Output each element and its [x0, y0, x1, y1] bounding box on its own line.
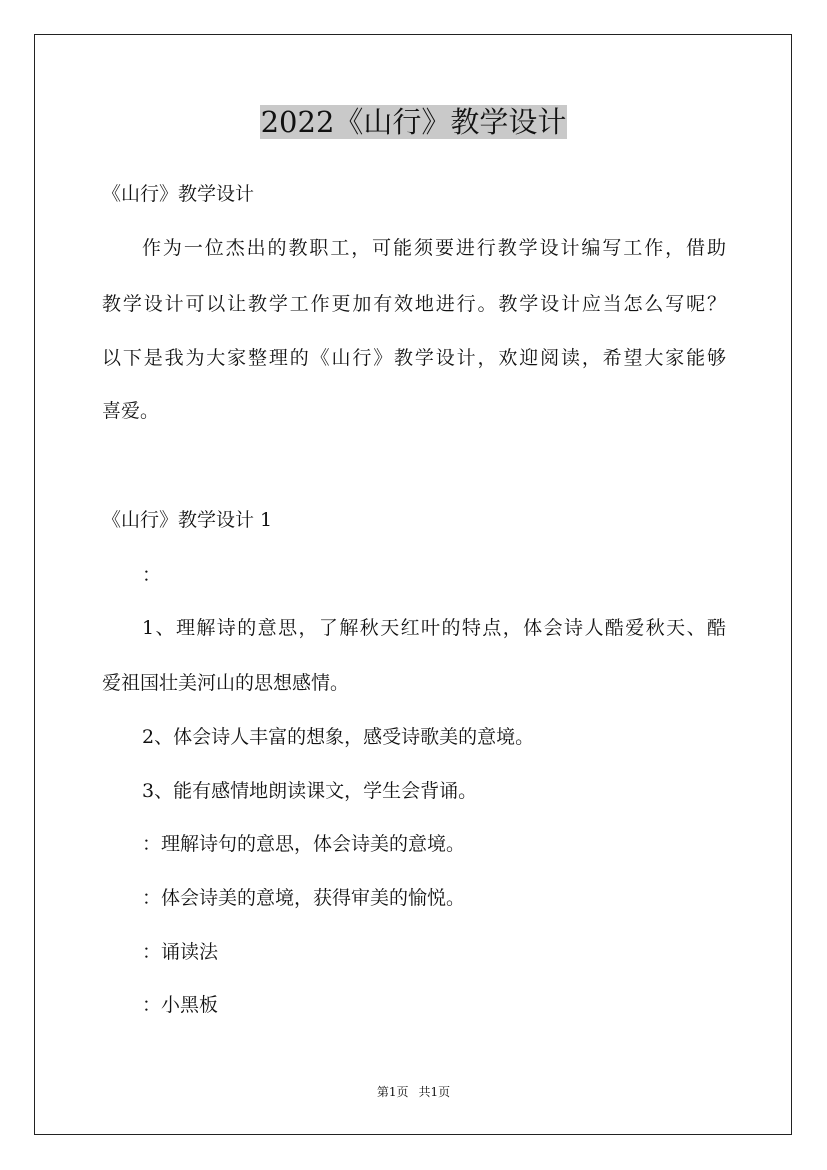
colon-line: ：	[142, 564, 162, 586]
page-footer	[0, 1084, 827, 1100]
goal-line-4: 3、能有感情地朗读课文，学生会背诵。	[142, 780, 478, 802]
item-line-1: ：理解诗句的意思，体会诗美的意境。	[142, 833, 466, 855]
goal-line-2: 爱祖国壮美河山的思想感情。	[102, 672, 350, 694]
goal-line-1: 1、理解诗的意思，了解秋天红叶的特点，体会诗人酷爱秋天、酷	[142, 617, 726, 639]
goal-line-3: 2、体会诗人丰富的想象，感受诗歌美的意境。	[142, 726, 535, 748]
intro-line-2: 教学设计可以让教学工作更加有效地进行。教学设计应当怎么写呢？	[102, 293, 726, 315]
item-line-2: ：体会诗美的意境，获得审美的愉悦。	[142, 887, 466, 909]
section-heading: 《山行》教学设计 1	[102, 509, 273, 531]
item-line-4: ：小黑板	[142, 994, 219, 1016]
intro-line-1: 作为一位杰出的教职工，可能须要进行教学设计编写工作，借助	[142, 237, 726, 259]
page-number: 第1页	[376, 1085, 409, 1099]
item-line-3: ：诵读法	[142, 941, 219, 963]
document-title-text: 2022《山行》教学设计	[260, 105, 567, 139]
intro-line-3: 以下是我为大家整理的《山行》教学设计，欢迎阅读，希望大家能够	[102, 347, 726, 369]
page-total: 共1页	[418, 1085, 451, 1099]
intro-line-4: 喜爱。	[102, 400, 160, 422]
document-title	[0, 100, 827, 144]
subtitle: 《山行》教学设计	[102, 183, 255, 205]
